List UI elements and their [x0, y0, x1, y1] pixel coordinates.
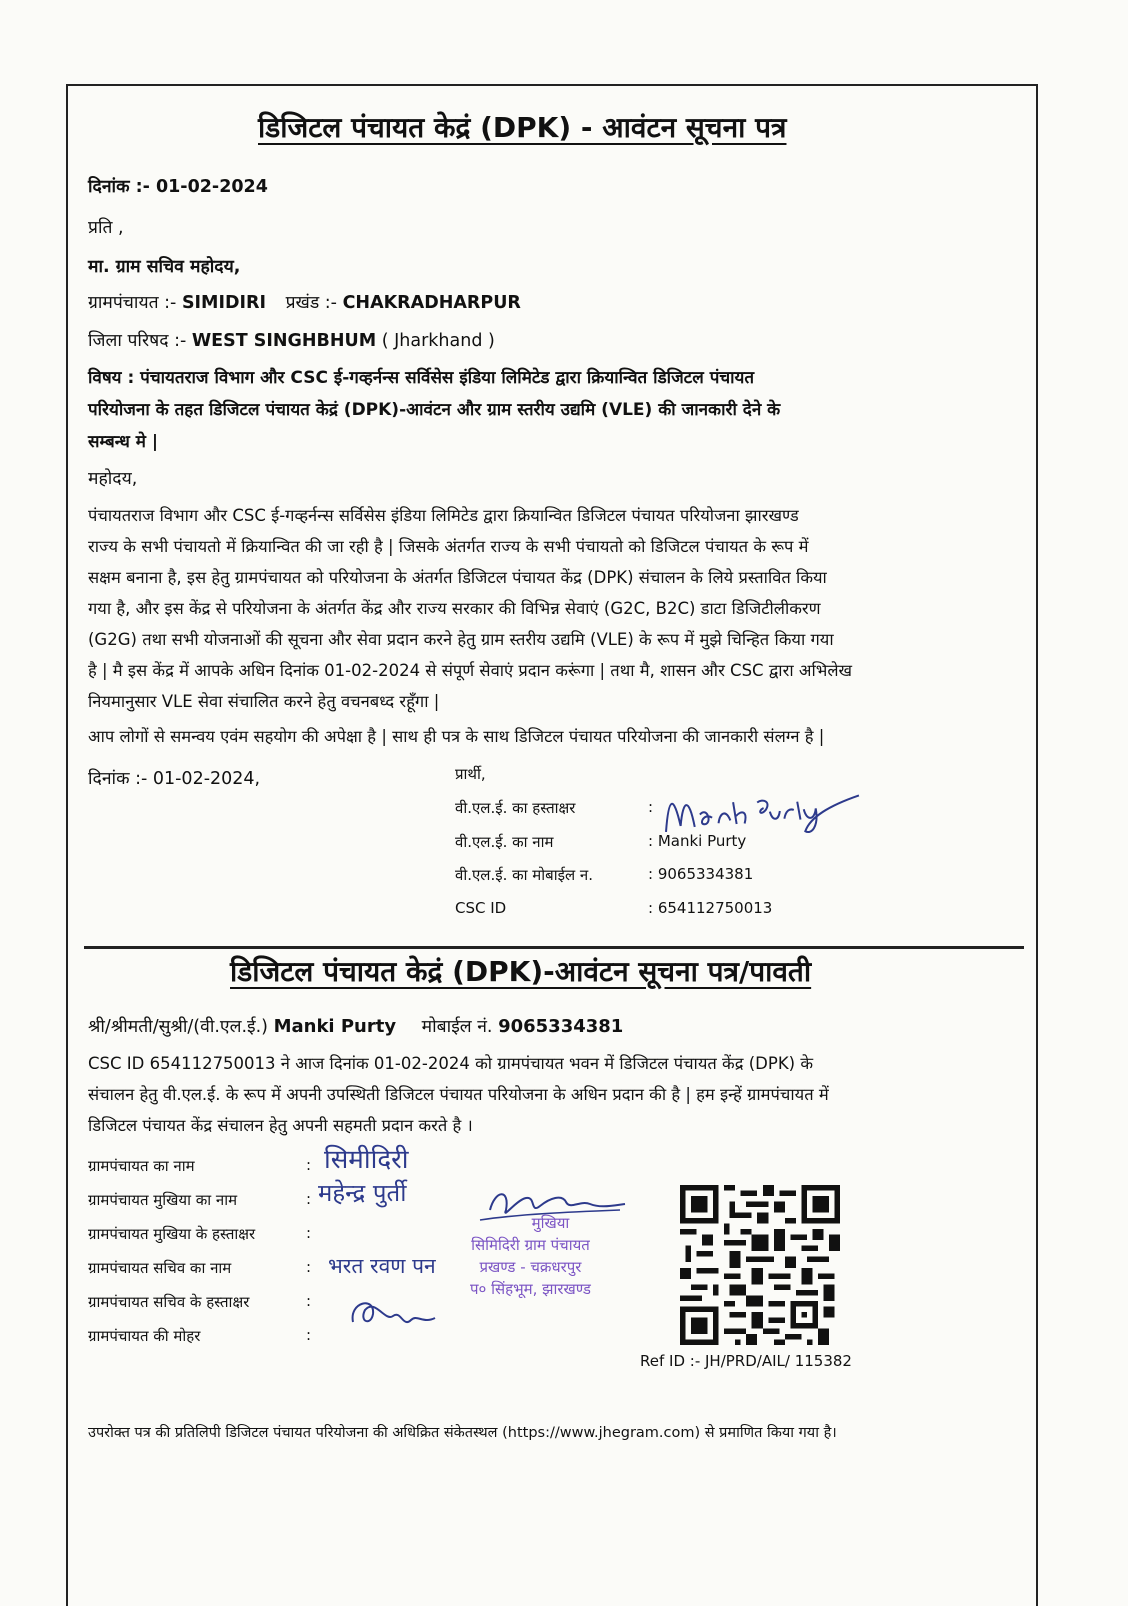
- mobile-value: 9065334381: [498, 1016, 624, 1037]
- body-line: नियमानुसार VLE सेवा संचालित करने हेतु वचनबध्द रहूँगा |: [88, 692, 440, 711]
- gp-row: [88, 290, 521, 314]
- vle-name-value: : Manki Purty: [648, 832, 747, 850]
- field-sep: :: [306, 1156, 312, 1174]
- footer-date: दिनांक :- 01-02-2024,: [88, 769, 261, 789]
- body-line: राज्य के सभी पंचायतो में क्रियान्वित की जा रही है | जिसके अंतर्गत राज्य के सभी पंचायतो को डिजिटल पंचायत के रूप में: [88, 537, 809, 556]
- csc-id-label: CSC ID: [455, 899, 507, 917]
- ack-title: डिजिटल पंचायत केद्रं (DPK)-आवंटन सूचना पत्र/पावती: [230, 955, 812, 988]
- subject-line: सम्बन्ध मे |: [88, 432, 159, 452]
- sachiv-name-handwritten: भरत रवण पन: [328, 1254, 436, 1278]
- field-label: ग्रामपंचायत सचिव के हस्ताक्षर: [88, 1293, 250, 1311]
- vle-name: Manki Purty: [273, 1016, 397, 1037]
- vle-sign-sep: :: [648, 798, 654, 816]
- closing-line: आप लोगों से समन्वय एवंम सहयोग की अपेक्षा है | साथ ही पत्र के साथ डिजिटल पंचायत परियोजना की जानकारी संलग्न है |: [88, 727, 825, 746]
- district-row: [88, 328, 495, 352]
- addressee: मा. ग्राम सचिव महोदय,: [88, 257, 241, 277]
- ref-id: Ref ID :- JH/PRD/AIL/ 115382: [640, 1352, 852, 1370]
- field-label: ग्रामपंचायत सचिव का नाम: [88, 1259, 232, 1277]
- vle-mobile-label: वी.एल.ई. का मोबाईल न.: [455, 866, 594, 884]
- stamp-line: प० सिंहभूम, झारखण्ड: [470, 1280, 591, 1298]
- ack-line: डिजिटल पंचायत केंद्र संचालन हेतु अपनी सहमती प्रदान करते है ।: [88, 1116, 473, 1135]
- body-line: है | मै इस केंद्र में आपके अधिन दिनांक 01-02-2024 से संपूर्ण सेवाएं प्रदान करूंगा | तथा मै, शासन और CSC द्वारा अभिलेख: [88, 661, 853, 680]
- csc-id-value: : 654112750013: [648, 899, 773, 917]
- subject-line: विषय : पंचायतराज विभाग और CSC ई-गव्हर्नन्स सर्विसेस इंडिया लिमिटेड द्वारा क्रियान्वित डिजिटल पंचायत: [88, 368, 755, 388]
- letter-date: दिनांक :- 01-02-2024: [88, 177, 268, 197]
- district-value: WEST SINGHBHUM: [191, 331, 377, 351]
- body-line: पंचायतराज विभाग और CSC ई-गव्हर्नन्स सर्विसेस इंडिया लिमिटेड द्वारा क्रियान्वित डिजिटल पंचायत परियोजना झारखण्ड: [88, 506, 799, 525]
- vle-mobile-value: : 9065334381: [648, 865, 754, 883]
- vle-sign-label: वी.एल.ई. का हस्ताक्षर: [455, 799, 576, 817]
- field-sep: :: [306, 1190, 312, 1208]
- to-line: प्रति ,: [88, 218, 124, 238]
- state-label: ( Jharkhand ): [381, 331, 495, 351]
- ack-body: [88, 1048, 1018, 1141]
- field-sep: :: [306, 1258, 312, 1276]
- letter-body: [88, 500, 1018, 717]
- ack-line: CSC ID 654112750013 ने आज दिनांक 01-02-2024 को ग्रामपंचायत भवन में डिजिटल पंचायत केंद्र (DPK) के: [88, 1054, 813, 1073]
- mukhiya-name-handwritten: महेन्द्र पुर्ती: [318, 1179, 407, 1207]
- body-line: (G2G) तथा सभी योजनाओं की सूचना और सेवा प्रदान करने हेतु ग्राम स्तरीय उद्यमि (VLE) के रूप में मुझे चिन्हित किया गया: [88, 630, 834, 649]
- gp-name-handwritten: सिमीदिरी: [324, 1145, 409, 1175]
- vle-name-label: वी.एल.ई. का नाम: [455, 833, 554, 851]
- mobile-label: मोबाईल नं.: [421, 1017, 493, 1037]
- applicant-label: प्रार्थी,: [455, 765, 486, 783]
- ack-line: संचालन हेतु वी.एल.ई. के रूप में अपनी उपस्थिती डिजिटल पंचायत परियोजना के अधिन प्रदान की है | हम इन्हें ग्रामपंचायत में: [88, 1085, 829, 1104]
- section-divider: [84, 946, 1024, 949]
- body-line: सक्षम बनाना है, इस हेतु ग्रामपंचायत को परियोजना के अंतर्गत डिजिटल पंचायत केंद्र (DPK) संचालन के लिये प्रस्तावित किया: [88, 568, 827, 587]
- field-sep: :: [306, 1292, 312, 1310]
- body-line: गया है, और इस केंद्र से परियोजना के अंतर्गत केंद्र और राज्य सरकार की विभिन्न सेवाएं (G2C, B2C) डाटा डिजिटीलीकरण: [88, 599, 821, 618]
- vle-info-line: [88, 1014, 623, 1038]
- subject-block: [88, 362, 1018, 458]
- field-label: ग्रामपंचायत की मोहर: [88, 1327, 201, 1345]
- field-label: ग्रामपंचायत मुखिया का नाम: [88, 1191, 238, 1209]
- block-value: CHAKRADHARPUR: [342, 293, 521, 313]
- field-sep: :: [306, 1326, 312, 1344]
- panchayat-stamp: [470, 1212, 591, 1300]
- stamp-line: सिमिदिरी ग्राम पंचायत: [471, 1236, 590, 1254]
- field-sep: :: [306, 1224, 312, 1242]
- gp-label: ग्रामपंचायत :-: [88, 293, 177, 313]
- stamp-line: मुखिया: [531, 1214, 570, 1232]
- qr-code: [680, 1185, 840, 1345]
- district-label: जिला परिषद :-: [88, 331, 187, 351]
- block-label: प्रखंड :-: [285, 293, 338, 313]
- field-label: ग्रामपंचायत मुखिया के हस्ताक्षर: [88, 1225, 256, 1243]
- footer-note: उपरोक्त पत्र की प्रतिलिपी डिजिटल पंचायत परियोजना की अधिक्रित संकेतस्थल (https://www.jhegram.com) से प्रमाणित किया गया है।: [88, 1425, 837, 1441]
- vle-prefix: श्री/श्रीमती/सुश्री/(वी.एल.ई.): [88, 1017, 268, 1037]
- gp-value: SIMIDIRI: [181, 293, 267, 313]
- salutation: महोदय,: [88, 469, 138, 489]
- field-label: ग्रामपंचायत का नाम: [88, 1157, 195, 1175]
- letter-title: डिजिटल पंचायत केद्रं (DPK) - आवंटन सूचना पत्र: [258, 111, 787, 144]
- subject-line: परियोजना के तहत डिजिटल पंचायत केद्रं (DPK)-आवंटन और ग्राम स्तरीय उद्यमि (VLE) की जानकारी देने के: [88, 400, 781, 420]
- stamp-line: प्रखण्ड - चक्रधरपुर: [479, 1258, 582, 1276]
- sachiv-signature: [345, 1292, 445, 1334]
